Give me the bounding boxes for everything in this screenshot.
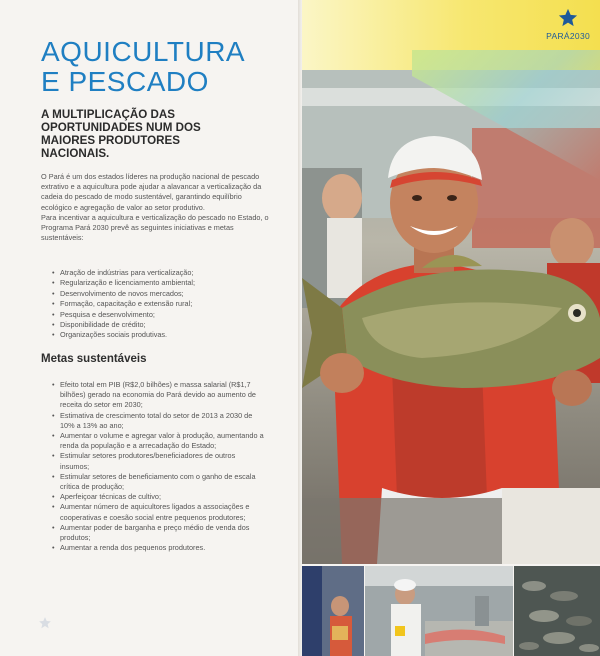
initiative-item: • Pesquisa e desenvolvimento;: [52, 310, 282, 320]
subtitle-line-1: A MULTIPLICAÇÃO DAS: [41, 108, 175, 121]
goal-item: • Estimular setores produtores/beneficiadores de outros insumos;: [52, 451, 264, 471]
subtitle-line-3: MAIORES PRODUTORES: [41, 134, 180, 147]
initiative-item: • Regularização e licenciamento ambiental;: [52, 278, 282, 288]
page-title: [41, 37, 245, 97]
intro-paragraph-2: Para incentivar a aquicultura e verticalização do pescado no Estado, o Programa Pará 2030 prevê as seguintes iniciativas e metas sustentáveis:: [41, 212, 269, 243]
goal-item: • Aumentar poder de barganha e preço médio de venda dos produtos;: [52, 523, 264, 543]
section-title-goals: Metas sustentáveis: [41, 353, 147, 365]
title-line-1: AQUICULTURA: [41, 36, 246, 67]
goal-item: • Aumentar número de aquicultores ligados a associações e cooperativas e coesão social entre pequenos produtores;: [52, 502, 264, 522]
intro-text: [41, 172, 273, 243]
star-logo-icon: [557, 8, 579, 28]
initiative-item: • Formação, capacitação e extensão rural;: [52, 299, 282, 309]
initiatives-list: [52, 268, 282, 341]
page-subtitle: [41, 108, 271, 160]
goal-item: • Estimular setores de beneficiamento com o ganho de escala crítica de produção;: [52, 472, 264, 492]
brand-logo-text: PARÁ2030: [546, 31, 590, 41]
thumbnail-strip: [302, 566, 600, 656]
intro-paragraph-1: O Pará é um dos estados líderes na produção nacional de pescado extrativo e a aquicultura pode ajudar a alavancar a verticalização da cadeia do pescado de modo sustentável, garantindo equilíbrio ecológico e agregação de valor ao setor produtivo.: [41, 172, 262, 212]
photo-column: [302, 0, 600, 656]
goal-item: • Aumentar o volume e agregar valor à produção, aumentando a renda da população e a arrecadação do Estado;: [52, 431, 264, 451]
thumbnail-photo-market: [302, 566, 364, 656]
subtitle-line-2: OPORTUNIDADES NUM DOS: [41, 121, 201, 134]
initiative-item: • Desenvolvimento de novos mercados;: [52, 289, 282, 299]
goal-item: • Estimativa de crescimento total do setor de 2013 a 2030 de 10% a 13% ao ano;: [52, 411, 264, 431]
goal-item: • Aumentar a renda dos pequenos produtores.: [52, 543, 264, 553]
goal-item: • Aperfeiçoar técnicas de cultivo;: [52, 492, 264, 502]
goals-list: [52, 380, 264, 553]
initiative-item: • Organizações sociais produtivas.: [52, 330, 282, 340]
brand-logo: [546, 8, 590, 41]
initiative-item: • Atração de indústrias para verticalização;: [52, 268, 282, 278]
thumbnail-photo-processing: [365, 566, 513, 656]
title-line-2: E PESCADO: [41, 66, 209, 97]
thumbnail-photo-fish-pond: [514, 566, 600, 656]
initiative-item: • Disponibilidade de crédito;: [52, 320, 282, 330]
goal-item: • Efeito total em PIB (R$2,0 bilhões) e massa salarial (R$1,7 bilhões) gerado na economia do Pará devido ao aumento de receita do setor em 2030;: [52, 380, 264, 411]
footer-watermark-star-icon: [38, 616, 52, 635]
subtitle-line-4: NACIONAIS.: [41, 147, 110, 160]
